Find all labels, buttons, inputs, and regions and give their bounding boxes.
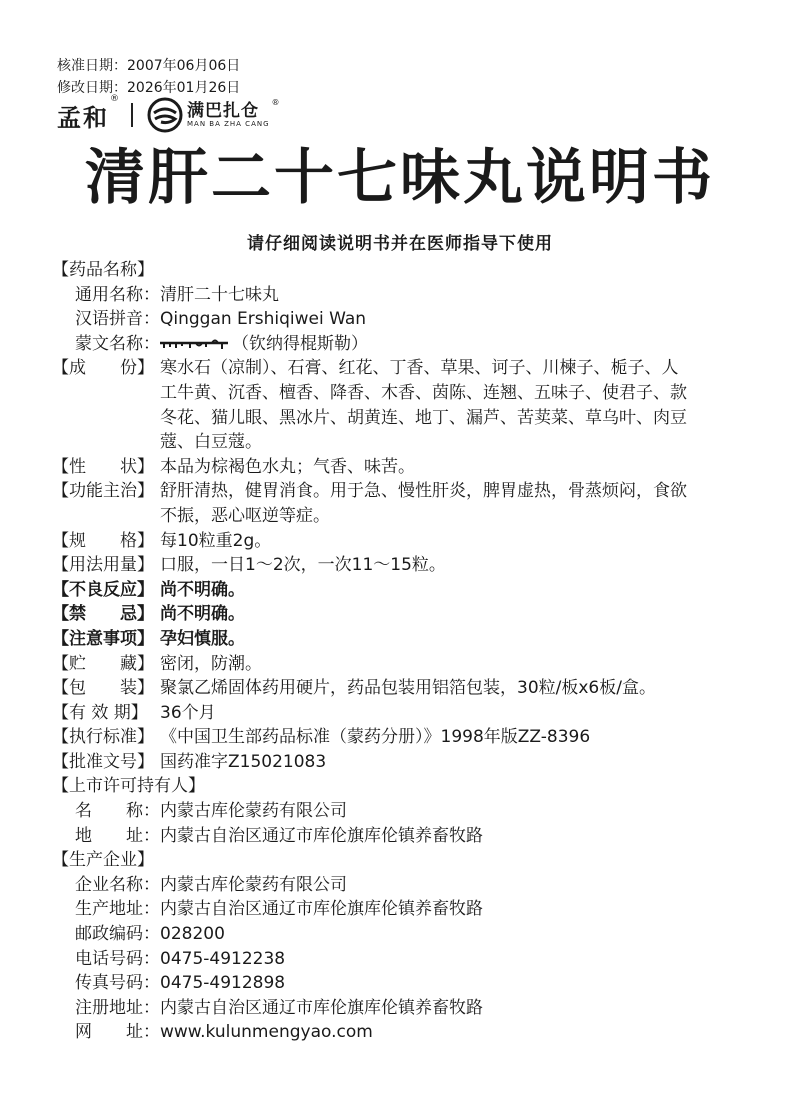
row-property [52, 455, 762, 480]
text-line: 不振，恶心呕逆等症。 [160, 505, 330, 526]
field-label: 企业名称： [75, 874, 160, 895]
field-label: 【成 份】 [52, 358, 154, 379]
field-value: （钦纳得棍斯勒） [232, 333, 368, 354]
row-caution [52, 627, 762, 652]
field-value: 本品为棕褐色水丸；气香、味苦。 [160, 456, 415, 477]
field-label: 【贮 藏】 [52, 653, 154, 674]
field-value: 0475-4912238 [160, 948, 286, 969]
manbazhacang-logo [147, 97, 280, 133]
field-label: 【性 状】 [52, 456, 154, 477]
field-value: 清肝二十七味丸 [160, 284, 279, 305]
row-spec [52, 529, 762, 554]
field-label: 邮政编码： [75, 924, 160, 945]
row-common-name [52, 283, 762, 308]
manbazhacang-cn: 满巴扎仓 [187, 100, 259, 121]
field-value: 《中国卫生部药品标准（蒙药分册）》1998年版ZZ-8396 [160, 727, 591, 748]
field-value: 尚不明确。 [160, 579, 245, 600]
field-value: 孕妇慎服。 [160, 628, 245, 649]
field-label: 【包 装】 [52, 678, 154, 699]
field-value: 国药准字Z15021083 [160, 751, 327, 772]
registered-mark: ® [271, 97, 280, 107]
section-holder: 【上市许可持有人】 [52, 776, 205, 797]
row-adverse [52, 578, 762, 603]
field-value: 0475-4912898 [160, 973, 286, 994]
field-label: 地 址： [75, 825, 160, 846]
manbazhacang-emblem-icon [147, 97, 183, 133]
row-pinyin [52, 307, 762, 332]
row-validity [52, 701, 762, 726]
field-value: 内蒙古库伦蒙药有限公司 [160, 874, 347, 895]
field-label: 网 址： [75, 1022, 160, 1043]
field-value: 聚氯乙烯固体药用硬片，药品包装用铝箔包装，30粒/板x6板/盒。 [160, 678, 656, 699]
field-value: 028200 [160, 924, 225, 945]
document-title: 清肝二十七味丸说明书 [85, 143, 715, 213]
registered-mark: ® [110, 93, 121, 104]
website-link: www.kulunmengyao.com [160, 1022, 373, 1043]
field-label: 电话号码： [75, 948, 160, 969]
field-label: 【有 效 期】 [52, 702, 148, 723]
row-contraindication [52, 602, 762, 627]
field-value: Qinggan Ershiqiwei Wan [160, 309, 367, 330]
row-approval [52, 750, 762, 775]
row-tel [52, 947, 762, 972]
row-manu-name [52, 873, 762, 898]
field-label: 名 称： [75, 801, 160, 822]
manbazhacang-en: MAN BA ZHA CANG [187, 119, 270, 128]
field-value: 内蒙古自治区通辽市库伦旗库伦镇养畜牧路 [160, 997, 483, 1018]
field-value: 36个月 [160, 702, 216, 723]
field-label: 【执行标准】 [52, 727, 154, 748]
text-line: 寒水石（凉制）、石膏、红花、丁香、草果、诃子、川楝子、栀子、人 [160, 358, 679, 379]
field-label: 通用名称： [75, 284, 160, 305]
menghe-logo-text: 孟和 [57, 103, 109, 132]
date-block [57, 55, 240, 99]
field-value: 口服，一日1～2次，一次11～15粒。 [160, 555, 446, 576]
field-value: 内蒙古自治区通辽市库伦旗库伦镇养畜牧路 [160, 825, 483, 846]
document-subtitle: 请仔细阅读说明书并在医师指导下使用 [247, 234, 553, 254]
section-manufacturer: 【生产企业】 [52, 850, 154, 871]
text-line: 舒肝清热，健胃消食。用于急、慢性肝炎，脾胃虚热，骨蒸烦闷，食欲 [160, 481, 687, 502]
field-value: 内蒙古自治区通辽市库伦旗库伦镇养畜牧路 [160, 899, 483, 920]
row-manu-address [52, 897, 762, 922]
field-label: 汉语拼音： [75, 309, 160, 330]
row-website [52, 1020, 762, 1045]
text-line: 工牛黄、沉香、檀香、降香、木香、茵陈、连翘、五味子、使君子、款 [160, 382, 687, 403]
field-label: 【用法用量】 [52, 555, 154, 576]
field-label: 【不良反应】 [52, 579, 154, 600]
field-value: 尚不明确。 [160, 604, 245, 625]
field-label: 蒙文名称： [75, 333, 160, 354]
text-line: 冬花、猫儿眼、黑冰片、胡黄连、地丁、漏芦、苦荬菜、草乌叶、肉豆 [160, 407, 687, 428]
row-mongol-name [52, 332, 762, 357]
field-label: 【功能主治】 [52, 481, 154, 502]
row-indication [52, 479, 762, 528]
row-zip [52, 922, 762, 947]
field-label: 【禁 忌】 [52, 604, 154, 625]
field-label: 传真号码： [75, 973, 160, 994]
text-line: 蔻、白豆蔻。 [160, 432, 262, 453]
row-holder-name [52, 799, 762, 824]
approval-date: 核准日期：2007年06月06日 [57, 58, 241, 74]
row-standard [52, 725, 762, 750]
field-label: 生产地址： [75, 899, 160, 920]
row-storage [52, 652, 762, 677]
brand-divider [131, 103, 133, 127]
revision-date: 修改日期：2026年01月26日 [57, 80, 241, 96]
mongolian-script-glyph [160, 338, 230, 350]
field-value: 密闭，防潮。 [160, 653, 262, 674]
row-usage [52, 553, 762, 578]
field-label: 【批准文号】 [52, 751, 154, 772]
section-drug-name: 【药品名称】 [52, 260, 154, 280]
row-ingredients [52, 356, 762, 454]
leaflet-body [52, 258, 762, 1045]
field-value: 内蒙古库伦蒙药有限公司 [160, 801, 347, 822]
row-package [52, 676, 762, 701]
row-holder-address [52, 824, 762, 849]
field-label: 【规 格】 [52, 530, 154, 551]
row-fax [52, 971, 762, 996]
field-value: 每10粒重2g。 [160, 530, 272, 551]
row-registered-address [52, 996, 762, 1021]
field-label: 注册地址： [75, 997, 160, 1018]
brand-row [57, 93, 280, 133]
field-label: 【注意事项】 [52, 628, 154, 649]
menghe-logo [57, 93, 121, 133]
